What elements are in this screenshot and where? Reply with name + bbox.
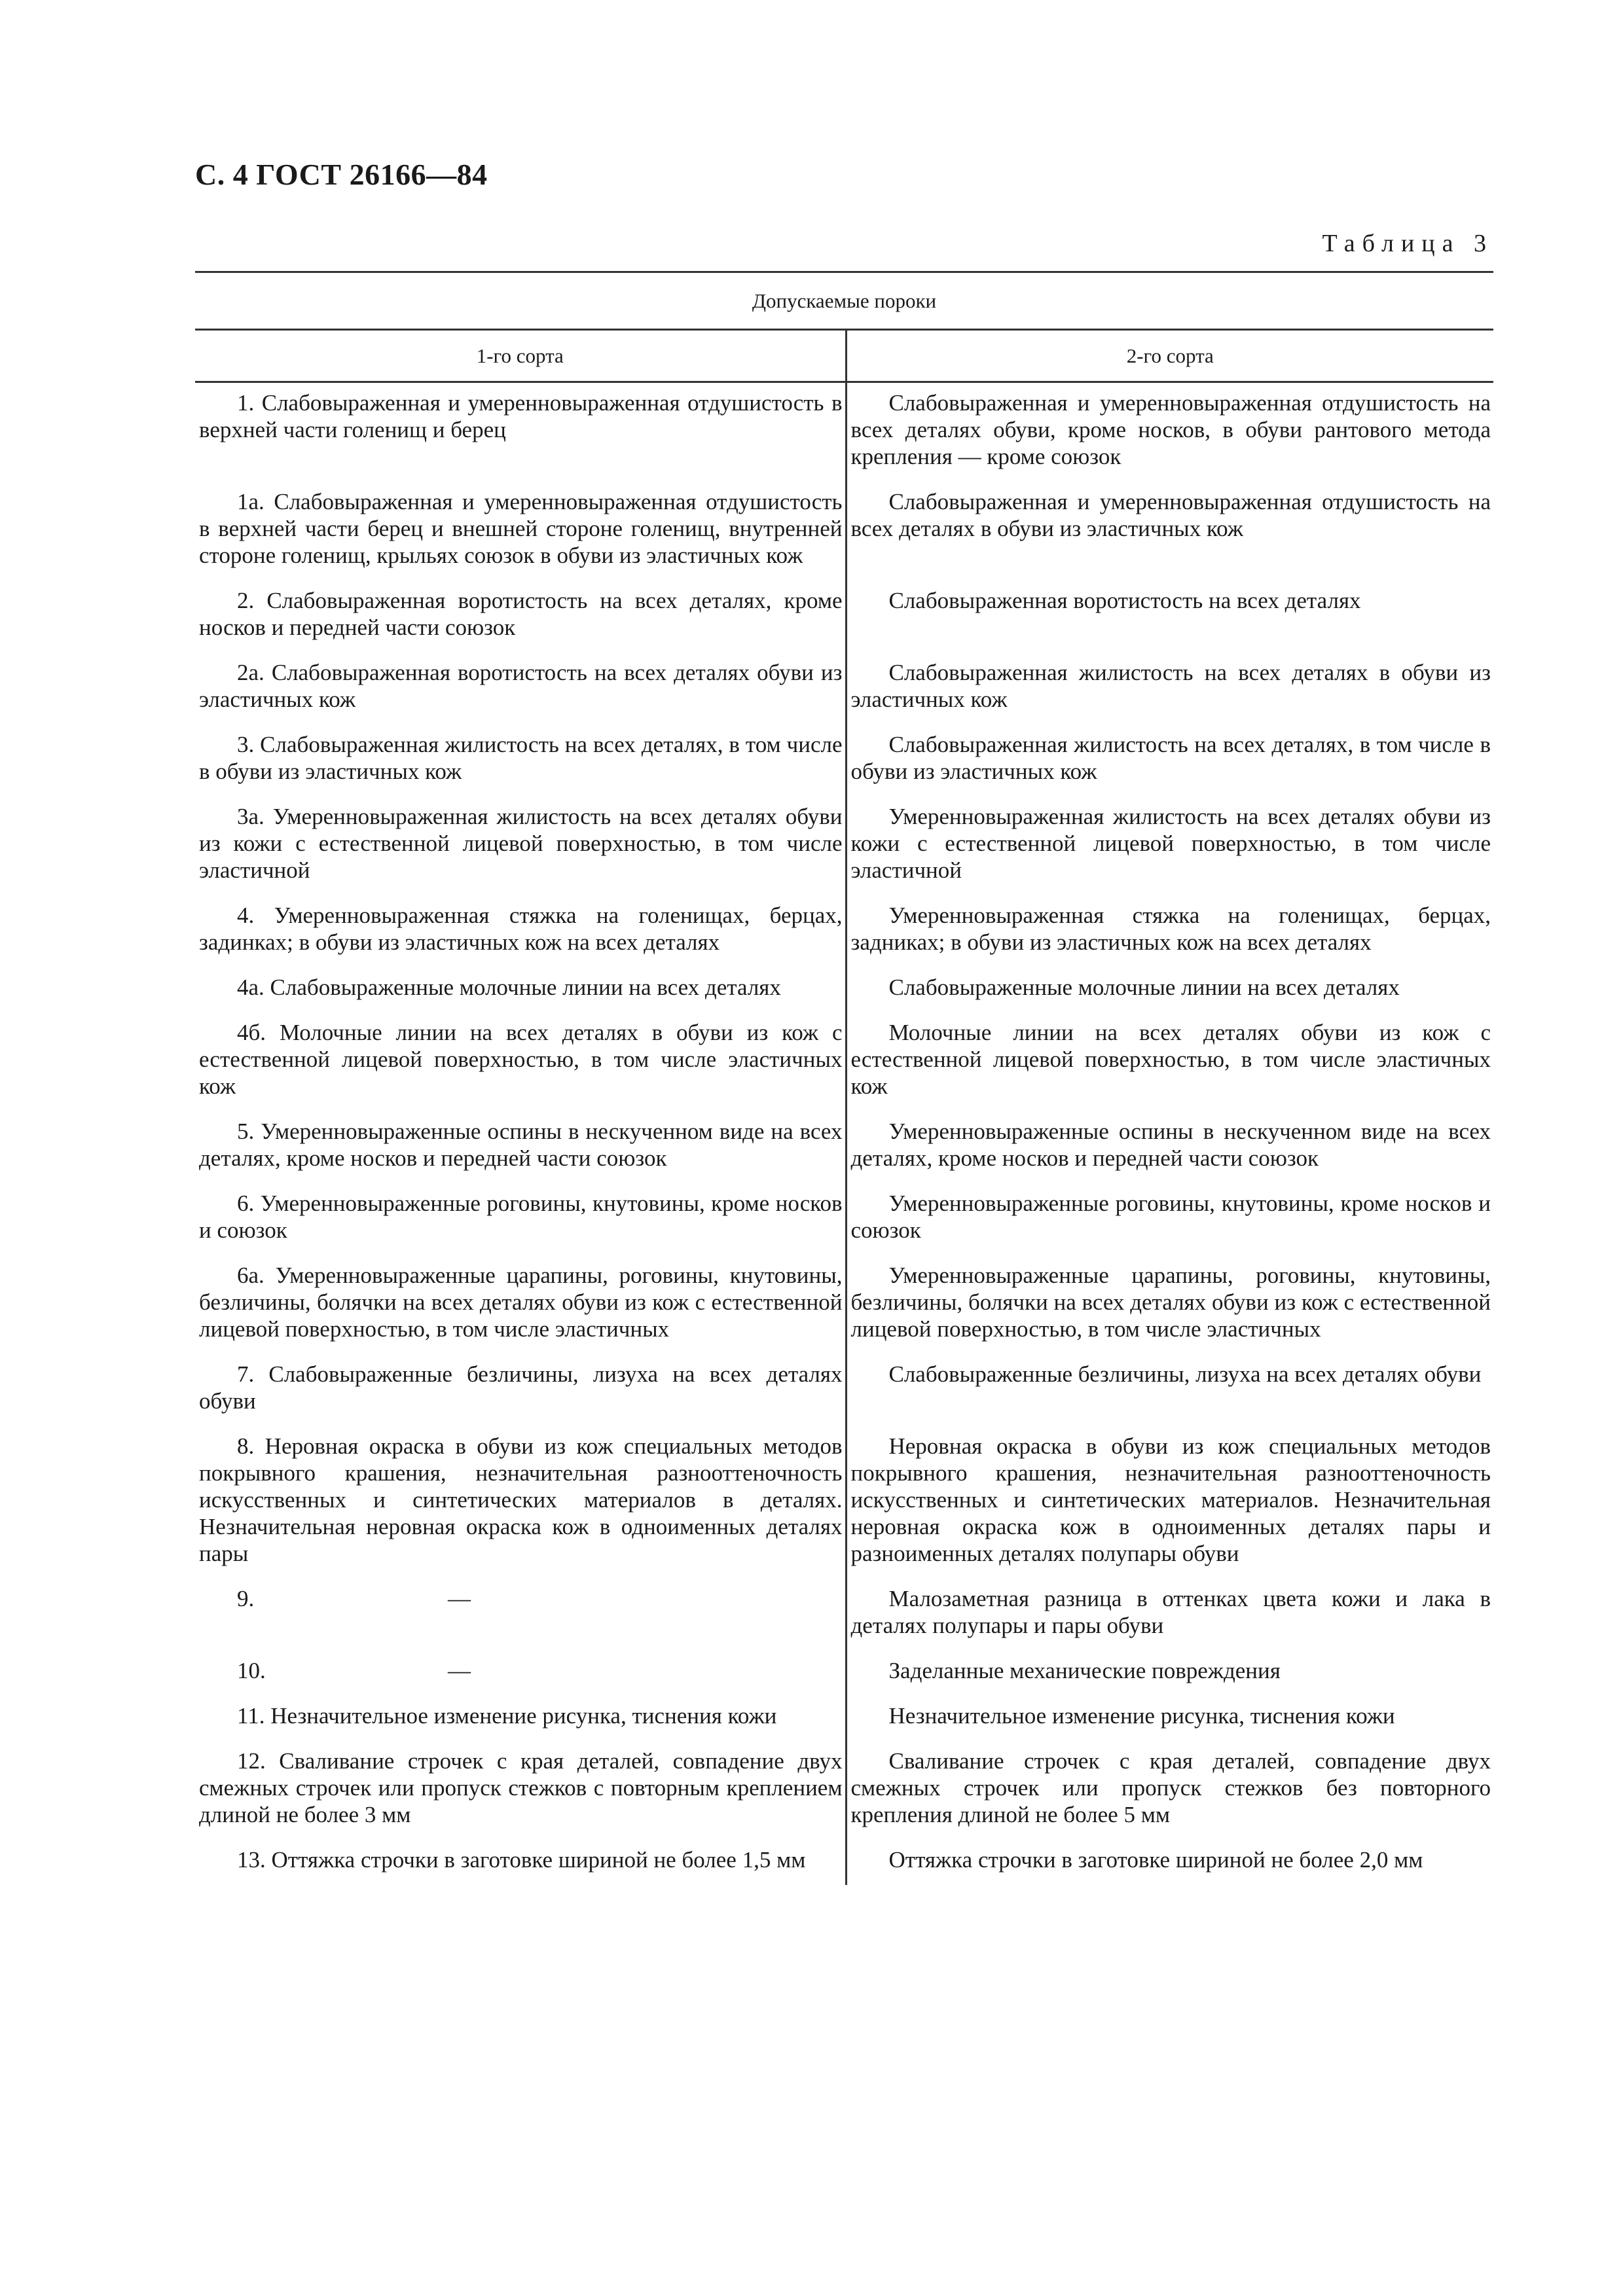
table-main-header: Допускаемые пороки (752, 289, 937, 312)
grade-2-defect: Незначительное изменение рисунка, тиснения кожи (888, 1703, 1395, 1729)
grade-1-defect: 2а. Слабовыраженная воротистость на всех деталях обуви из эластичных кож (199, 660, 843, 712)
grade-2-defect: Умеренновыраженная жилистость на всех деталях обуви из кожи с естественной лицевой поверхностью, в том числе эластичной (850, 804, 1491, 883)
table-row (195, 1579, 1493, 1651)
grade-1-defect: 3. Слабовыраженная жилистость на всех деталях, в том числе в обуви из эластичных кож (199, 732, 843, 784)
grade-1-defect: 6а. Умеренновыраженные царапины, роговины, кнутовины, безличины, болячки на всех деталях обуви из кож с естественной лицевой поверхностью, в том числе эластичных (199, 1263, 843, 1342)
table-row (195, 895, 1493, 967)
table-row (195, 653, 1493, 725)
table-row (195, 1651, 1493, 1696)
grade-1-defect: 3а. Умеренновыраженная жилистость на всех деталях обуви из кожи с естественной лицевой поверхностью, в том числе эластичной (199, 804, 843, 883)
grade-2-defect: Слабовыраженные молочные линии на всех деталях (888, 975, 1400, 1000)
table-row (195, 382, 1493, 482)
grade-1-defect: 4б. Молочные линии на всех деталях в обуви из кож с естественной лицевой поверхностью, в том числе эластичных кож (199, 1020, 843, 1099)
grade-2-defect: Оттяжка строчки в заготовке шириной не более 2,0 мм (888, 1847, 1423, 1873)
grade-2-defect: Умеренновыраженные роговины, кнутовины, кроме носков и союзок (850, 1191, 1491, 1243)
grade-2-defect: Слабовыраженная жилистость на всех деталях в обуви из эластичных кож (850, 660, 1491, 712)
table-row (195, 1013, 1493, 1111)
grade-2-defect: Слабовыраженная и умеренновыраженная отдушистость на всех деталях в обуви из эластичных кож (850, 489, 1491, 541)
table-row (195, 797, 1493, 895)
grade-2-defect: Заделанные механические повреждения (888, 1658, 1281, 1683)
grade-2-defect: Умеренновыраженные царапины, роговины, кнутовины, безличины, болячки на всех деталях обуви из кож с естественной лицевой поверхностью, в том числе эластичных (850, 1263, 1491, 1342)
grade-2-defect: Умеренновыраженные оспины в нескученном виде на всех деталях, кроме носков и передней части союзок (850, 1119, 1491, 1171)
table-row (195, 1741, 1493, 1840)
table-row (195, 1111, 1493, 1183)
table-row (195, 482, 1493, 581)
table-label: Таблица 3 (1322, 230, 1493, 257)
table-row (195, 1183, 1493, 1255)
table-row (195, 1696, 1493, 1741)
row-number: 10. (237, 1658, 266, 1683)
grade-1-defect: 6. Умеренновыраженные роговины, кнутовины, кроме носков и союзок (199, 1191, 843, 1243)
defects-table (195, 271, 1493, 1885)
grade-2-defect: Слабовыраженные безличины, лизуха на всех деталях обуви (888, 1361, 1482, 1387)
table-row (195, 1255, 1493, 1354)
grade-2-defect: Слабовыраженная воротистость на всех деталях (888, 588, 1361, 613)
grade-2-defect: Сваливание строчек с края деталей, совпадение двух смежных строчек или пропуск стежков без повторного крепления длиной не более 5 мм (850, 1748, 1491, 1827)
grade-1-defect: 8. Неровная окраска в обуви из кож специальных методов покрывного крашения, незначительная разнооттеночность искусственных и синтетических материалов в деталях. Незначительная неровная окраска кож в одноименных деталях пары (199, 1433, 843, 1566)
grade-2-defect: Умеренновыраженная стяжка на голенищах, берцах, задниках; в обуви из эластичных кож на всех деталях (850, 903, 1491, 955)
row-number: 9. (237, 1586, 255, 1611)
grade-1-defect: 4. Умеренновыраженная стяжка на голенищах, берцах, задинках; в обуви из эластичных кож на всех деталях (199, 903, 843, 955)
grade-2-defect: Слабовыраженная и умеренновыраженная отдушистость на всех деталях обуви, кроме носков, в обуви рантового метода крепления — кроме союзок (850, 390, 1491, 469)
table-row (195, 725, 1493, 797)
table-row (195, 1840, 1493, 1885)
grade-1-defect: 1а. Слабовыраженная и умеренновыраженная отдушистость в верхней части берец и внешней стороне голенищ, внутренней стороне голенищ, крыльях союзок в обуви из эластичных кож (199, 489, 843, 568)
table-row (195, 581, 1493, 653)
page-header: С. 4 ГОСТ 26166—84 (195, 158, 488, 191)
empty-dash: — (448, 1586, 471, 1611)
table-row (195, 1426, 1493, 1579)
grade-1-defect: 7. Слабовыраженные безличины, лизуха на всех деталях обуви (199, 1361, 843, 1414)
grade-1-defect: 13. Оттяжка строчки в заготовке шириной не более 1,5 мм (237, 1847, 806, 1873)
empty-dash: — (448, 1658, 471, 1683)
grade-1-defect: 5. Умеренновыраженные оспины в нескученном виде на всех деталях, кроме носков и передней части союзок (199, 1119, 843, 1171)
grade-1-defect: 2. Слабовыраженная воротистость на всех деталях, кроме носков и передней части союзок (199, 588, 843, 640)
grade-1-defect: 12. Сваливание строчек с края деталей, совпадение двух смежных строчек или пропуск стежков с повторным креплением длиной не более 3 мм (199, 1748, 843, 1827)
grade-2-defect: Слабовыраженная жилистость на всех деталях, в том числе в обуви из эластичных кож (850, 732, 1491, 784)
grade-2-defect: Неровная окраска в обуви из кож специальных методов покрывного крашения, незначительная разнооттеночность искусственных и синтетических материалов. Незначительная неровная окраска кож в одноименных деталях пары и разноименных деталях полупары обуви (850, 1433, 1491, 1566)
grade-1-defect: 11. Незначительное изменение рисунка, тиснения кожи (237, 1703, 777, 1729)
column-header-grade-1: 1-го сорта (195, 330, 846, 382)
table-row (195, 967, 1493, 1013)
grade-1-defect: 1. Слабовыраженная и умеренновыраженная отдушистость в верхней части голенищ и берец (199, 390, 843, 442)
table-row (195, 1354, 1493, 1426)
column-header-grade-2: 2-го сорта (1126, 344, 1214, 367)
grade-2-defect: Малозаметная разница в оттенках цвета кожи и лака в деталях полупары и пары обуви (850, 1586, 1491, 1638)
grade-1-defect: 4а. Слабовыраженные молочные линии на всех деталях (237, 975, 781, 1000)
grade-2-defect: Молочные линии на всех деталях обуви из кож с естественной лицевой поверхностью, в том числе эластичных кож (850, 1020, 1491, 1099)
